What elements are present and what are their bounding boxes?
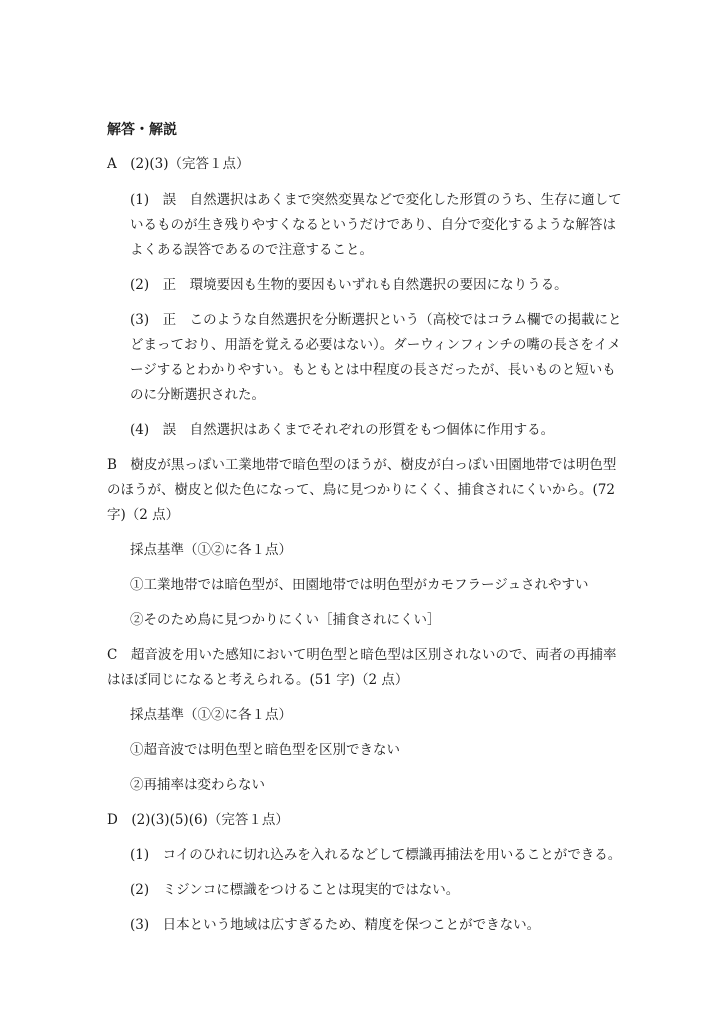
- section-b-line1: B 樹皮が黒っぽい工業地帯で暗色型のほうが、樹皮が白っぽい田園地帯では明色型: [107, 457, 617, 473]
- section-b-line2: のほうが、樹皮と似た色になって、鳥に見つかりにくく、捕食されにくいから。(72: [107, 482, 615, 498]
- section-c-criterion-1: ①超音波では明色型と暗色型を区別できない: [130, 742, 400, 758]
- section-a-item4-line1: (4) 誤 自然選択はあくまでそれぞれの形質をもつ個体に作用する。: [130, 422, 555, 438]
- section-a-item3-line3: ージするとわかりやすい。もともとは中程度の長さだったが、長いものと短いも: [130, 362, 616, 378]
- section-d-item2: (2) ミジンコに標識をつけることは現実的ではない。: [130, 882, 460, 898]
- section-a-heading: A (2)(3)（完答１点）: [107, 156, 250, 172]
- section-d-heading: D (2)(3)(5)(6)（完答１点）: [107, 812, 289, 828]
- section-d-item3: (3) 日本という地域は広すぎるため、精度を保つことができない。: [130, 917, 541, 933]
- section-c-line2: はほぼ同じになると考えられる。(51 字)（2 点）: [107, 672, 409, 688]
- section-d-item1: (1) コイのひれに切れ込みを入れるなどして標識再捕法を用いることができる。: [130, 847, 622, 863]
- section-a-item3-line1: (3) 正 このような自然選択を分断選択という（高校ではコラム欄での掲載にと: [130, 312, 622, 328]
- section-b-criteria-label: 採点基準（①②に各１点）: [130, 542, 292, 558]
- section-a-item1-line3: よくある誤答であるので注意すること。: [130, 242, 373, 258]
- section-b-criterion-2: ②そのため鳥に見つかりにくい［捕食されにくい］: [130, 612, 441, 628]
- section-a-item1-line2: いるものが生き残りやすくなるというだけであり、自分で変化するような解答は: [130, 217, 616, 233]
- section-b-line3: 字)（2 点）: [107, 507, 180, 523]
- section-a-item3-line4: のに分断選択された。: [130, 387, 265, 403]
- section-b-criterion-1: ①工業地帯では暗色型が、田園地帯では明色型がカモフラージュされやすい: [130, 577, 589, 593]
- section-c-line1: C 超音波を用いた感知において明色型と暗色型は区別されないので、両者の再捕率: [107, 647, 617, 663]
- section-c-criteria-label: 採点基準（①②に各１点）: [130, 707, 292, 723]
- page-title: 解答・解説: [107, 122, 177, 138]
- section-a-item2-line1: (2) 正 環境要因も生物的要因もいずれも自然選択の要因になりうる。: [130, 277, 568, 293]
- section-c-criterion-2: ②再捕率は変わらない: [130, 777, 265, 793]
- section-a-item3-line2: どまっており、用語を覚える必要はない）。ダーウィンフィンチの嘴の長さをイメ: [130, 337, 621, 353]
- section-a-item1-line1: (1) 誤 自然選択はあくまで突然変異などで変化した形質のうち、生存に適して: [130, 192, 622, 208]
